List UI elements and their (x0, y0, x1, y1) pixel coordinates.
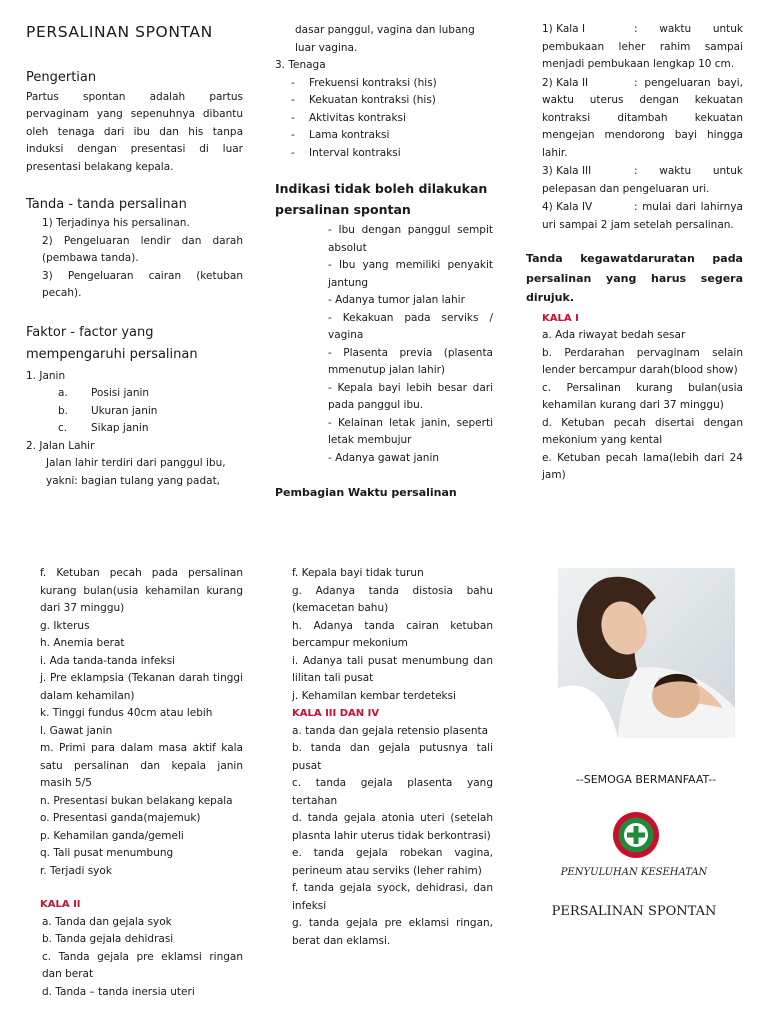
tenaga-item (291, 110, 493, 128)
tanda-item (26, 215, 243, 233)
janin-list (26, 385, 243, 438)
tanda-heading: Tanda - tanda persalinan (26, 197, 187, 212)
faktor-heading: Faktor - factor yang mempengaruhi persalinan (26, 324, 198, 362)
tenaga-item-text: Lama kontraksi (309, 129, 390, 141)
tanda-item-text: Pengeluaran cairan (ketuban pecah). (42, 269, 243, 299)
tanda-item-text: Pengeluaran lendir dan darah (pembawa tanda). (42, 234, 243, 264)
janin-item (58, 385, 243, 403)
column-4 (40, 565, 243, 1001)
pembagian-item-text: : pengeluaran bayi, waktu uterus dengan kekuatan kontraksi ditambah kekuatan mengejan mendorong bayi hingga lahir. (542, 76, 743, 159)
kala2-list (40, 914, 243, 1002)
kala1-item: m. Primi para dalam masa aktif kala satu persalinan dan kepala janin masih 5/5 (40, 742, 243, 789)
kala1-item: j. Pre eklampsia (Tekanan darah tinggi dalam kehamilan) (40, 672, 243, 702)
kala2-item: d. Tanda – tanda inersia uteri (42, 985, 195, 998)
kala34-item: g. tanda gejala pre eklamsi ringan, berat dan eklamsi. (292, 917, 493, 947)
tenaga-item (291, 127, 493, 145)
indikasi-item: - Kekakuan pada serviks / vagina (328, 311, 493, 341)
tenaga-item-number: - (291, 146, 295, 159)
kala34-item: e. tanda gejala robekan vagina, perineum atau serviks (leher rahim) (292, 847, 493, 877)
pembagian-item-text: : waktu untuk pelepasan dan pengeluaran uri. (542, 165, 743, 195)
kala1-item: o. Presentasi ganda(majemuk) (40, 812, 201, 824)
tenaga-item-text: Aktivitas kontraksi (309, 111, 406, 124)
tanda-item-number: 1) (42, 217, 53, 229)
pembagian-item-text: : mulai dari lahirnya uri sampai 2 jam setelah persalinan. (542, 201, 743, 231)
pengertian-heading: Pengertian (26, 69, 97, 85)
kala1-item: i. Ada tanda-tanda infeksi (40, 654, 175, 667)
kala34-item: d. tanda gejala atonia uteri (setelah plasnta lahir uterus tidak berkontrasi) (292, 812, 493, 842)
kala2-item: i. Adanya tali pusat menumbung dan lilitan tali pusat (292, 654, 493, 684)
kala1-item: n. Presentasi bukan belakang kepala (40, 794, 233, 807)
kala2-list-continued (292, 565, 493, 705)
kala2-item: f. Kepala bayi tidak turun (292, 567, 424, 579)
kala34-item: b. tanda dan gejala putusnya tali pusat (292, 742, 493, 772)
kala34-item: c. tanda gejala plasenta yang tertahan (292, 777, 493, 807)
kala1-label: KALA I (542, 312, 579, 324)
indikasi-item: - Kelainan letak janin, seperti letak membujur (328, 416, 493, 446)
tenaga-item (291, 92, 493, 110)
tanda-item (26, 233, 243, 268)
janin-item-number: a. (58, 387, 68, 399)
pembagian-item-label: 3) Kala III (542, 165, 592, 177)
kala1-item: r. Terjadi syok (40, 864, 112, 877)
kala1-item: f. Ketuban pecah pada persalinan kurang bulan(usia kehamilan kurang dari 37 minggu) (40, 567, 243, 614)
indikasi-item: - Plasenta previa (plasenta mmenutup jalan lahir) (328, 346, 493, 376)
pembagian-list (526, 21, 743, 234)
tenaga-item-number: - (291, 129, 295, 141)
kala1-item: a. Ada riwayat bedah sesar (542, 329, 686, 341)
kala1-item: g. Ikterus (40, 619, 90, 632)
institution-logo (612, 811, 660, 859)
janin-item (58, 420, 243, 438)
tanda-item-text: Terjadinya his persalinan. (56, 217, 190, 229)
janin-item-number: b. (58, 404, 69, 417)
tenaga-item-text: Frekuensi kontraksi (his) (309, 76, 437, 89)
kala2-item: b. Tanda gejala dehidrasi (42, 933, 174, 945)
kala1-list-continued (40, 565, 243, 880)
janin-item (58, 403, 243, 421)
pembagian-item-label: 2) Kala II (542, 76, 589, 89)
tenaga-item-text: Kekuatan kontraksi (his) (309, 94, 436, 106)
kala1-item: b. Perdarahan pervaginam selain lender bercampur darah(blood show) (542, 346, 743, 376)
kala2-label: KALA II (40, 899, 81, 910)
indikasi-list (328, 222, 493, 467)
jalan-lahir-text-2: yakni: bagian tulang yang padat, (46, 474, 221, 487)
kala1-list (526, 327, 743, 485)
tenaga-item-number: - (291, 94, 295, 106)
tenaga-item-number: - (291, 111, 295, 124)
jalan-lahir-continued: dasar panggul, vagina dan lubang luar vagina. (295, 24, 475, 54)
column-3 (526, 21, 743, 485)
tenaga-item-number: - (291, 76, 295, 89)
pembagian-item (542, 163, 743, 198)
tanda-item-number: 3) (42, 269, 53, 282)
janin-item-text: Posisi janin (91, 387, 150, 399)
faktor-item-jalan-lahir: 2. Jalan Lahir (26, 439, 95, 452)
tanda-item-number: 2) (42, 234, 53, 247)
tenaga-item-text: Interval kontraksi (309, 146, 401, 159)
column-5 (292, 565, 493, 950)
kala2-item: a. Tanda dan gejala syok (42, 915, 172, 928)
kala34-item: a. tanda dan gejala retensio plasenta (292, 724, 489, 737)
cover-title: PERSALINAN SPONTAN (551, 904, 717, 919)
kala1-item: d. Ketuban pecah disertai dengan mekonium yang kental (542, 416, 743, 446)
faktor-item-tenaga: 3. Tenaga (275, 59, 326, 71)
indikasi-item: - Adanya tumor jalan lahir (328, 294, 465, 306)
janin-item-number: c. (58, 422, 68, 434)
kala1-item: l. Gawat janin (40, 724, 113, 737)
kala2-item: g. Adanya tanda distosia bahu (kemacetan bahu) (292, 584, 493, 614)
kala2-item: h. Adanya tanda cairan ketuban bercampur mekonium (292, 619, 493, 649)
cover-subtitle: PENYULUHAN KESEHATAN (560, 867, 708, 878)
darurat-heading: Tanda kegawatdaruratan pada persalinan yang harus segera dirujuk. (526, 252, 743, 304)
tenaga-list (275, 75, 493, 163)
column-1 (26, 24, 243, 490)
kala2-item: c. Tanda gejala pre eklamsi ringan dan berat (42, 950, 243, 980)
janin-item-text: Ukuran janin (91, 404, 158, 417)
page-title: PERSALINAN SPONTAN (26, 23, 213, 41)
indikasi-heading: Indikasi tidak boleh dilakukan persalinan spontan (275, 181, 488, 217)
janin-item-text: Sikap janin (91, 422, 149, 434)
jalan-lahir-text-1: Jalan lahir terdiri dari panggul ibu, (46, 457, 226, 469)
kala34-item: f. tanda gejala syock, dehidrasi, dan infeksi (292, 882, 493, 912)
kala34-list (292, 723, 493, 951)
kala34-label: KALA III DAN IV (292, 708, 380, 719)
faktor-item-janin: 1. Janin (26, 369, 66, 382)
indikasi-item: - Kepala bayi lebih besar dari pada panggul ibu. (328, 381, 493, 411)
tanda-list (26, 215, 243, 303)
closing-text: --SEMOGA BERMANFAAT-- (575, 773, 717, 786)
indikasi-item: - Adanya gawat janin (328, 451, 440, 464)
tanda-item (26, 268, 243, 303)
pembagian-item-label: 4) Kala IV (542, 201, 593, 213)
kala1-item: e. Ketuban pecah lama(lebih dari 24 jam) (542, 451, 743, 481)
pembagian-item (542, 21, 743, 74)
kala2-item: j. Kehamilan kembar terdeteksi (292, 689, 457, 702)
pembagian-item-text: : waktu untuk pembukaan leher rahim sampai menjadi pembukaan lengkap 10 cm. (542, 23, 743, 70)
pembagian-item (542, 199, 743, 234)
tenaga-item (291, 75, 493, 93)
indikasi-item: - Ibu yang memiliki penyakit jantung (328, 259, 493, 289)
mother-and-baby-photo (558, 568, 735, 738)
pembagian-heading: Pembagian Waktu persalinan (275, 486, 457, 499)
kala1-item: p. Kehamilan ganda/gemeli (40, 829, 184, 842)
kala1-item: k. Tinggi fundus 40cm atau lebih (40, 707, 213, 719)
kala1-item: h. Anemia berat (40, 637, 125, 649)
pengertian-text: Partus spontan adalah partus pervaginam yang sepenuhnya dibantu oleh tenaga dari ibu dan his tanpa induksi dengan presentasi di luar presentasi belakang kepala. (26, 90, 243, 173)
column-2 (275, 22, 493, 502)
kala1-item: c. Persalinan kurang bulan(usia kehamilan kurang dari 37 minggu) (542, 381, 743, 411)
pembagian-item-label: 1) Kala I (542, 23, 586, 35)
kala1-item: q. Tali pusat menumbung (40, 847, 174, 859)
tenaga-item (291, 145, 493, 163)
indikasi-item: - Ibu dengan panggul sempit absolut (328, 224, 493, 254)
pembagian-item (542, 75, 743, 163)
